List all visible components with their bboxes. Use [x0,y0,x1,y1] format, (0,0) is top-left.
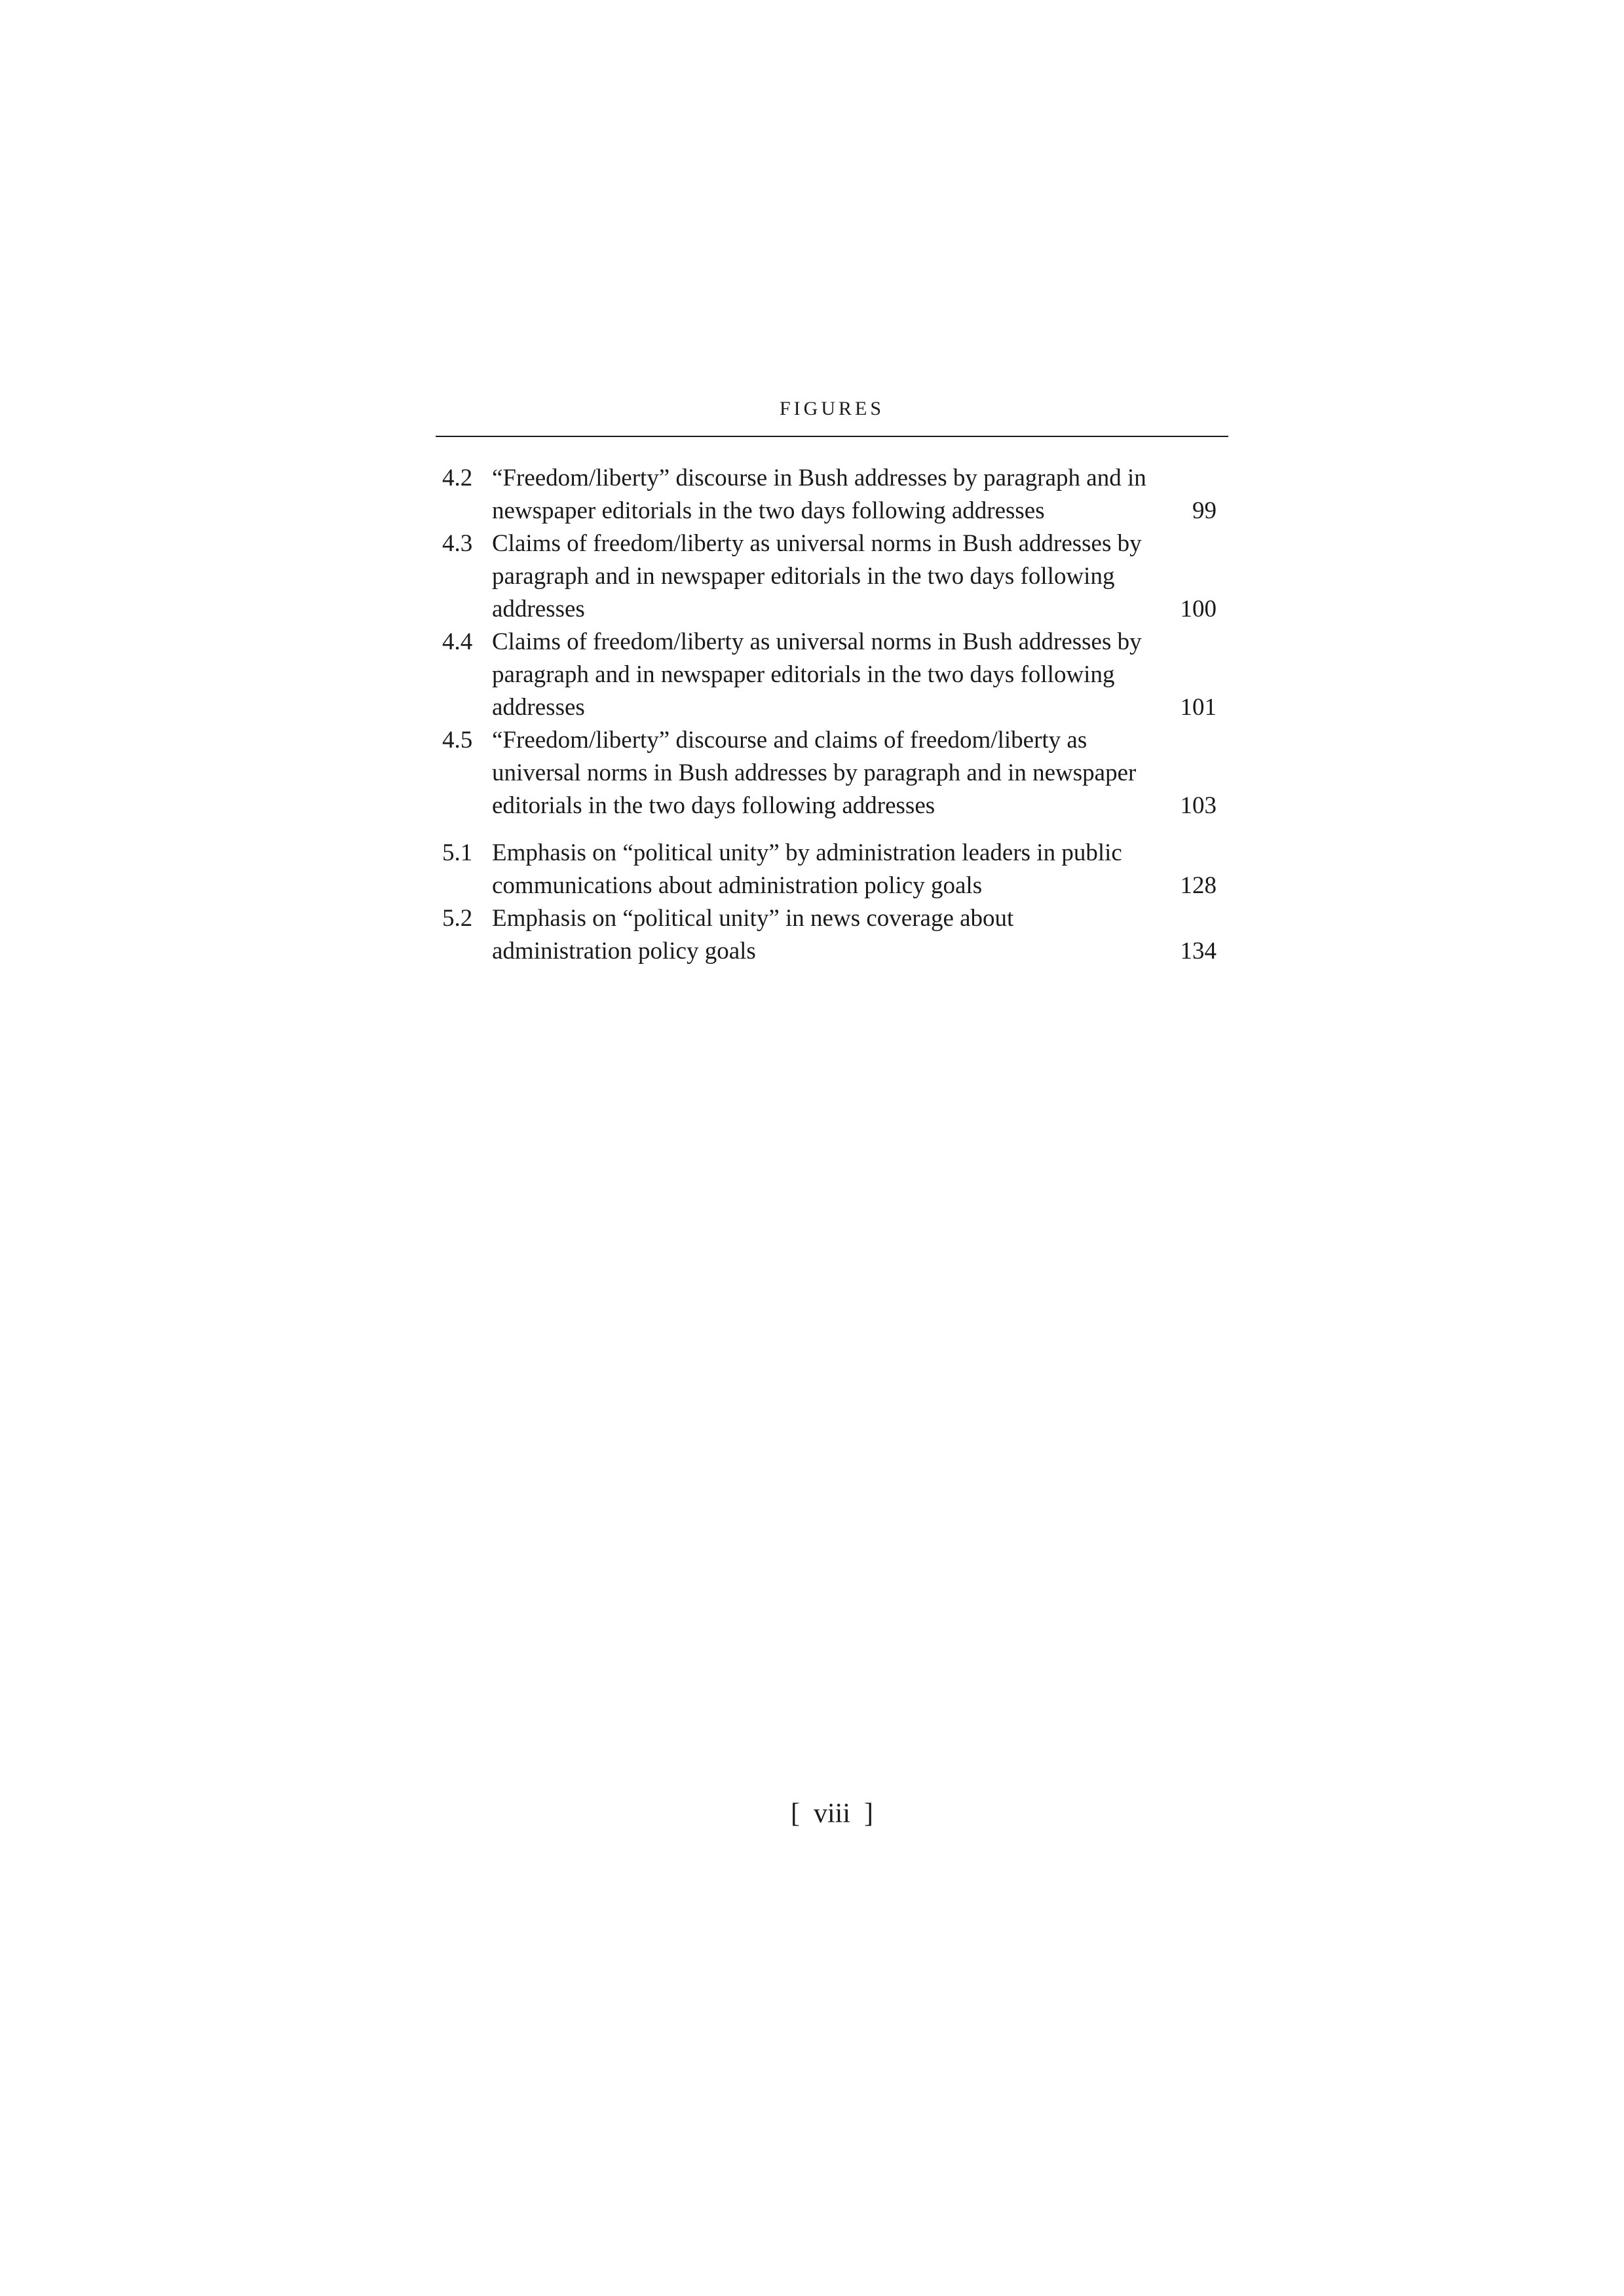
figure-page-number: 103 [1180,792,1217,819]
figure-title: “Freedom/liberty” discourse and claims of freedom/liberty as universal norms in Bush addresses by paragraph and in newspaper editorials in the two days following addresses [492,727,1137,819]
figure-page-number: 100 [1180,596,1217,622]
figure-entry-4-2 [436,462,1228,527]
figure-entry-4-3 [436,527,1228,626]
figure-number: 5.2 [442,905,473,932]
figure-page-number: 99 [1192,497,1217,524]
figure-number: 4.4 [442,628,473,655]
figure-page-number: 134 [1180,938,1217,965]
figure-title: Claims of freedom/liberty as universal norms in Bush addresses by paragraph and in newspaper editorials in the two days following addresses [492,628,1142,721]
figure-title: Emphasis on “political unity” in news coverage about administration policy goals [492,905,1014,965]
figure-title: Claims of freedom/liberty as universal norms in Bush addresses by paragraph and in newspaper editorials in the two days following addresses [492,530,1142,622]
figure-title: “Freedom/liberty” discourse in Bush addresses by paragraph and in newspaper editorials in the two days following addresses [492,465,1146,524]
figure-list [436,462,1228,968]
header-rule [436,436,1228,437]
page-folio: [ viii ] [791,1799,873,1829]
figure-entry-4-5 [436,724,1228,822]
figure-entry-5-1 [436,837,1228,902]
figure-number: 4.5 [442,727,473,754]
figure-title: Emphasis on “political unity” by administration leaders in public communications about administration policy goals [492,839,1122,899]
figure-page-number: 128 [1180,872,1217,899]
figure-entry-4-4 [436,626,1228,724]
figure-entry-5-2 [436,902,1228,968]
figure-page-number: 101 [1180,694,1217,721]
figure-number: 5.1 [442,839,473,866]
running-head: FIGURES [779,398,885,419]
figure-number: 4.3 [442,530,473,557]
figure-number: 4.2 [442,465,473,491]
